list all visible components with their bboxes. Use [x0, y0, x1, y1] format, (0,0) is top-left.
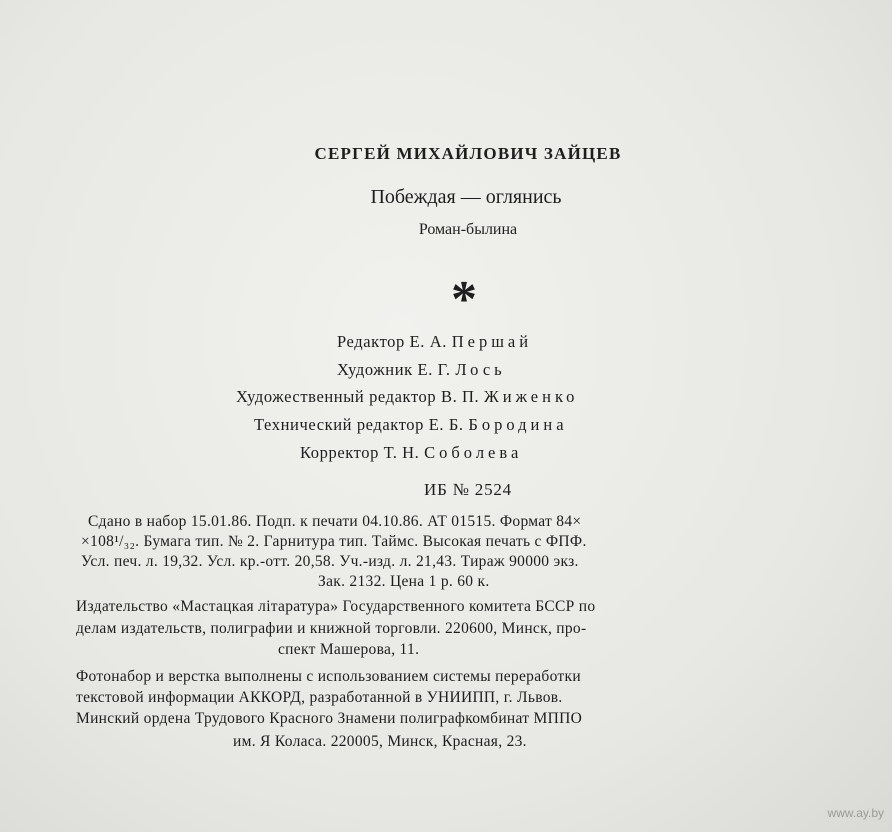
imprint-line: Усл. печ. л. 19,32. Усл. кр.-отт. 20,58. Уч.-изд. л. 21,43. Тираж 90000 экз.	[81, 553, 579, 570]
credit-artist	[337, 360, 506, 380]
production-line: им. Я Коласа. 220005, Минск, Красная, 23.	[233, 733, 527, 750]
credit-role: Художник Е. Г.	[337, 360, 451, 379]
book-title: Побеждая — оглянись	[370, 186, 562, 208]
imprint-line: Сдано в набор 15.01.86. Подп. к печати 04.10.86. АТ 01515. Формат 84×	[88, 513, 582, 530]
credit-name: Лось	[455, 360, 506, 379]
publisher-line: спект Машерова, 11.	[278, 641, 420, 658]
publisher-line: делам издательств, полиграфии и книжной торговли. 220600, Минск, про-	[76, 620, 587, 637]
credit-name: Жиженко	[484, 387, 579, 406]
watermark: www.ay.by	[827, 806, 884, 820]
production-line: Фотонабор и верстка выполнены с использованием системы переработки	[76, 668, 581, 685]
imprint-line: ×108¹/₃₂. Бумага тип. № 2. Гарнитура тип. Таймс. Высокая печать с ФПФ.	[81, 533, 587, 550]
credit-role: Редактор Е. А.	[337, 332, 447, 351]
credit-proofreader	[300, 443, 522, 463]
ib-number: ИБ № 2524	[424, 480, 512, 499]
credit-tech-editor	[254, 415, 568, 435]
imprint-line: Зак. 2132. Цена 1 р. 60 к.	[318, 573, 490, 590]
credit-art-editor	[236, 387, 578, 407]
credit-name: Першай	[451, 332, 533, 351]
credit-role: Технический редактор Е. Б.	[254, 415, 464, 434]
credit-name: Соболева	[424, 443, 523, 462]
credit-role: Корректор Т. Н.	[300, 443, 420, 462]
asterisk-ornament-icon: *	[451, 271, 477, 328]
book-subtitle: Роман-былина	[418, 221, 518, 238]
credit-role: Художественный редактор В. П.	[236, 387, 480, 406]
production-line: Минский ордена Трудового Красного Знамени полиграфкомбинат МППО	[76, 710, 583, 727]
production-line: текстовой информации АККОРД, разработанной в УНИИПП, г. Львов.	[76, 689, 563, 706]
publisher-line: Издательство «Мастацкая літаратура» Государственного комитета БССР по	[76, 598, 596, 615]
author-name: СЕРГЕЙ МИХАЙЛОВИЧ ЗАЙЦЕВ	[314, 144, 622, 163]
credit-editor	[337, 332, 532, 352]
credit-name: Бородина	[468, 415, 568, 434]
